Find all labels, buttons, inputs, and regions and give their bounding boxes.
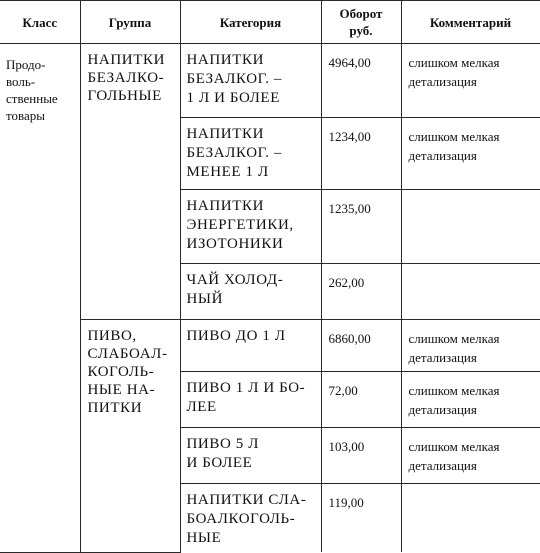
category-cell: ПИВО 5 Л И БОЛЕЕ: [180, 428, 321, 484]
header-category: Категория: [180, 1, 321, 44]
turnover-cell: 262,00: [321, 264, 401, 320]
comment-cell: слишком мелкая детализация: [401, 118, 540, 190]
turnover-cell: 72,00: [321, 372, 401, 428]
header-comment: Комментарий: [401, 1, 540, 44]
category-cell: НАПИТКИ ЭНЕРГЕТИКИ, ИЗОТОНИКИ: [180, 190, 321, 264]
comment-cell: слишком мелкая детализация: [401, 428, 540, 484]
category-cell: НАПИТКИ СЛА- БОАЛКОГОЛЬ- НЫЕ: [180, 484, 321, 553]
class-cell: Продо- воль- ственные товары: [0, 44, 80, 553]
comment-cell: слишком мелкая детализация: [401, 320, 540, 372]
comment-cell: слишком мелкая детализация: [401, 44, 540, 118]
header-class: Класс: [0, 1, 80, 44]
turnover-cell: 4964,00: [321, 44, 401, 118]
category-cell: ПИВО 1 Л И БО- ЛЕЕ: [180, 372, 321, 428]
category-cell: ЧАЙ ХОЛОД- НЫЙ: [180, 264, 321, 320]
turnover-cell: 1235,00: [321, 190, 401, 264]
comment-cell: слишком мелкая детализация: [401, 372, 540, 428]
category-cell: НАПИТКИ БЕЗАЛКОГ. – МЕНЕЕ 1 Л: [180, 118, 321, 190]
turnover-cell: 119,00: [321, 484, 401, 553]
table-row: [0, 320, 540, 372]
turnover-cell: 1234,00: [321, 118, 401, 190]
turnover-cell: 6860,00: [321, 320, 401, 372]
header-row: [0, 1, 540, 44]
group-cell: НАПИТКИ БЕЗАЛКО- ГОЛЬНЫЕ: [80, 44, 180, 320]
header-turnover: Оборот руб.: [321, 1, 401, 44]
category-cell: ПИВО ДО 1 Л: [180, 320, 321, 372]
comment-cell: [401, 484, 540, 553]
comment-cell: [401, 264, 540, 320]
comment-cell: [401, 190, 540, 264]
header-group: Группа: [80, 1, 180, 44]
category-cell: НАПИТКИ БЕЗАЛКОГ. – 1 Л И БОЛЕЕ: [180, 44, 321, 118]
group-cell: ПИВО, СЛАБОАЛ- КОГОЛЬ- НЫЕ НА- ПИТКИ: [80, 320, 180, 553]
turnover-cell: 103,00: [321, 428, 401, 484]
table-row: [0, 44, 540, 118]
